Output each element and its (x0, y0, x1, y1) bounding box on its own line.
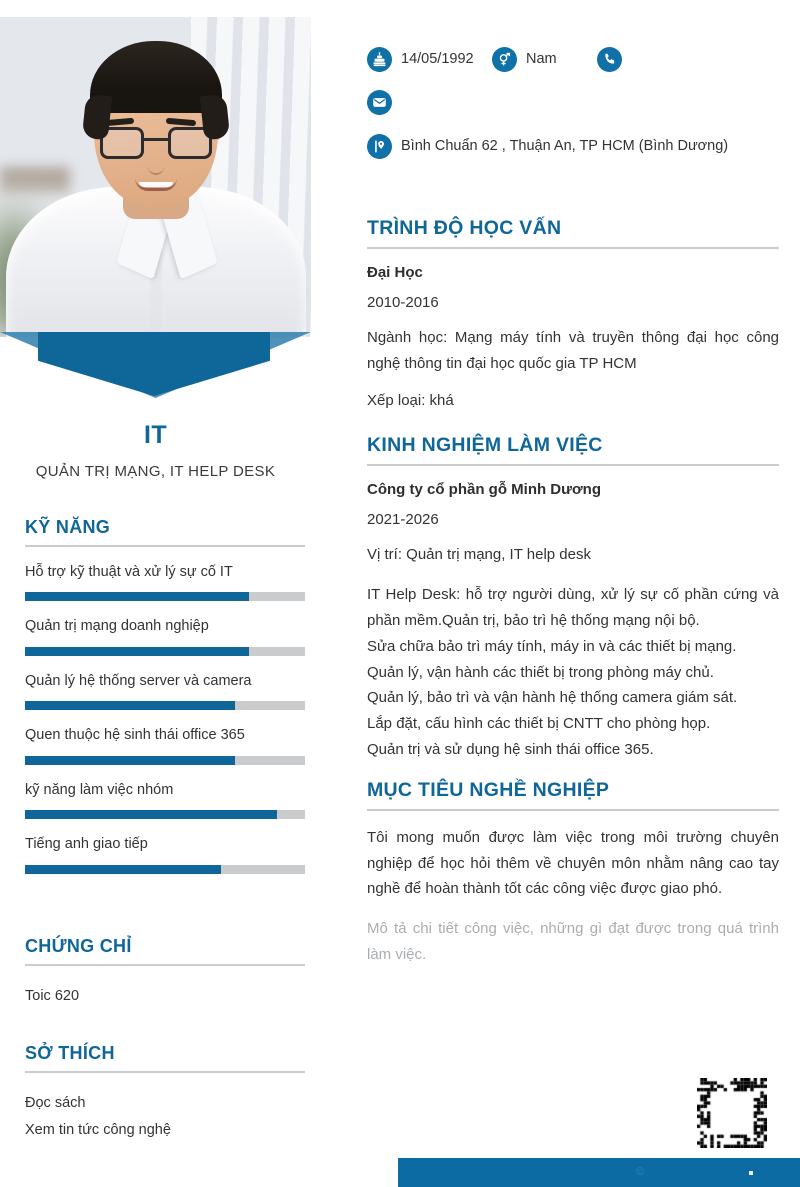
photo-mouth (135, 178, 177, 191)
education-school: Đại Học (367, 264, 423, 281)
banner-triangle-dark (38, 332, 270, 396)
address-value: Bình Chuẩn 62 , Thuận An, TP HCM (Bình Dương) (401, 138, 729, 154)
education-grade: Xếp loại: khá (367, 391, 454, 409)
objective-placeholder: Mô tả chi tiết công việc, những gì đạt được trong quá trình làm việc. (367, 920, 779, 963)
certificates-section (25, 936, 305, 1010)
experience-title: KINH NGHIỆM LÀM VIỆC (367, 434, 603, 457)
duty-line: Lắp đặt, cấu hình các thiết bị CNTT cho phòng họp. (367, 715, 711, 733)
skill-label: Tiếng anh giao tiếp (25, 836, 148, 853)
name-block (0, 420, 311, 480)
right-column (367, 0, 779, 968)
gender-icon (492, 47, 517, 72)
education-period: 2010-2016 (367, 294, 439, 311)
interests-section (25, 1043, 305, 1144)
contact-address (367, 127, 728, 165)
experience-company: Công ty cổ phần gỗ Minh Dương (367, 481, 601, 499)
email-icon (367, 90, 392, 115)
phone-icon (597, 47, 622, 72)
list-item: Toic 620 (25, 988, 80, 1004)
photo-glasses (100, 127, 212, 161)
certificates-title: CHỨNG CHỈ (25, 936, 132, 956)
map-pin-icon (367, 134, 392, 159)
contact-email (367, 83, 401, 121)
skill-label: kỹ năng làm việc nhóm (25, 781, 174, 798)
interests-title: SỞ THÍCH (25, 1043, 115, 1063)
objective-section (367, 779, 779, 968)
skill-bar-track (25, 592, 305, 601)
duty-line: Quản trị và sử dụng hệ sinh thái office 365. (367, 740, 654, 758)
skills-title: KỸ NĂNG (25, 517, 111, 537)
duty-line: Quản lý, bảo trì và vận hành hệ thống camera giám sát. (367, 689, 738, 707)
skill-bar-track (25, 756, 305, 765)
birthday-value: 14/05/1992 (401, 51, 474, 67)
education-title: TRÌNH ĐỘ HỌC VẤN (367, 217, 562, 239)
qr-code (697, 1078, 767, 1148)
left-column (0, 0, 330, 1187)
skill-label: Hỗ trợ kỹ thuật và xử lý sự cố IT (25, 564, 233, 580)
contact-birthday (367, 40, 492, 78)
skill-bar-track (25, 865, 305, 874)
skill-item (25, 833, 305, 873)
candidate-role: QUẢN TRỊ MẠNG, IT HELP DESK (35, 463, 276, 480)
skill-bar-track (25, 810, 305, 819)
skill-item (25, 561, 305, 601)
certificates-divider (25, 964, 305, 966)
skill-item (25, 724, 305, 764)
skill-bar-fill (25, 701, 235, 710)
experience-duties-list (367, 634, 779, 763)
skill-bar-track (25, 701, 305, 710)
skill-label: Quản lý hệ thống server và camera (25, 672, 252, 689)
skill-bar-fill (25, 647, 249, 656)
contact-row-primary (367, 40, 779, 78)
education-major: Ngành học: Mạng máy tính và truyền thông đại học công nghệ thông tin đại học quốc gia TP HCM (367, 329, 779, 372)
skill-bar-track (25, 647, 305, 656)
education-section (367, 217, 779, 413)
experience-position: Vị trí: Quản trị mạng, IT help desk (367, 546, 591, 564)
objective-text: Tôi mong muốn được làm việc trong môi trường chuyên nghiệp để học hỏi thêm về chuyên môn nhằm nâng cao tay nghề để hoàn thành tốt các công việc được giao phó. (367, 828, 779, 898)
photo-hair (90, 41, 222, 113)
gender-value: Nam (526, 51, 557, 67)
skill-label: Quản trị mạng doanh nghiệp (25, 618, 209, 635)
experience-section (367, 434, 779, 762)
skills-divider (25, 545, 305, 547)
education-divider (367, 247, 779, 249)
skill-item (25, 615, 305, 655)
skill-item (25, 670, 305, 710)
duty-line: Quản lý, vận hành các thiết bị trong phòng máy chủ. (367, 663, 714, 681)
birthday-cake-icon (367, 47, 392, 72)
experience-duties-paragraph: IT Help Desk: hỗ trợ người dùng, xử lý sự cố phần cứng và phần mềm.Quản trị, bảo trì hệ thống mạng nội bộ. (367, 586, 779, 629)
skills-section (25, 517, 305, 874)
footer-dot (749, 1171, 753, 1175)
skill-item (25, 779, 305, 819)
interests-divider (25, 1071, 305, 1073)
contact-row-email (367, 83, 779, 121)
list-item: Xem tin tức công nghệ (25, 1121, 171, 1138)
contact-phone (597, 40, 631, 78)
experience-period: 2021-2026 (367, 511, 439, 529)
photo-glasses-bridge (144, 138, 168, 141)
skills-list (25, 561, 305, 874)
skill-label: Quen thuộc hệ sinh thái office 365 (25, 727, 245, 744)
certificates-list (25, 983, 305, 1010)
photo-person (0, 17, 311, 337)
contact-gender (492, 40, 597, 78)
candidate-name: IT (143, 421, 168, 449)
objective-divider (367, 809, 779, 811)
skill-bar-fill (25, 810, 277, 819)
skill-bar-fill (25, 756, 235, 765)
skill-bar-fill (25, 592, 249, 601)
list-item: Đọc sách (25, 1095, 86, 1111)
footer-bar (398, 1158, 800, 1187)
duty-line: Sửa chữa bảo trì máy tính, máy in và các thiết bị mạng. (367, 637, 737, 655)
experience-divider (367, 464, 779, 466)
copyright-symbol: © (636, 1166, 645, 1178)
objective-title: MỤC TIÊU NGHỀ NGHIỆP (367, 778, 610, 801)
profile-photo (0, 17, 311, 337)
interests-list (25, 1090, 305, 1144)
skill-bar-fill (25, 865, 221, 874)
contact-row-address (367, 127, 779, 165)
